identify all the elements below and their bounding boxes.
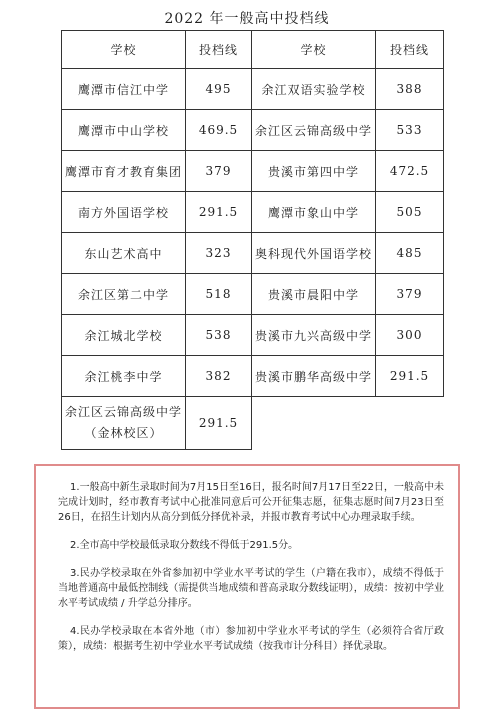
school-cell: 余江区云锦高级中学（金林校区） xyxy=(62,397,186,450)
score-cell: 469.5 xyxy=(186,110,252,151)
score-cell: 300 xyxy=(376,315,444,356)
table-row xyxy=(62,233,444,274)
score-cell: 388 xyxy=(376,69,444,110)
school-cell: 南方外国语学校 xyxy=(62,192,186,233)
score-cell: 323 xyxy=(186,233,252,274)
table-row xyxy=(62,397,444,450)
school-cell: 贵溪市第四中学 xyxy=(252,151,376,192)
score-cell: 291.5 xyxy=(186,192,252,233)
table-row xyxy=(62,192,444,233)
score-cell: 505 xyxy=(376,192,444,233)
score-cell: 379 xyxy=(376,274,444,315)
school-cell: 鹰潭市象山中学 xyxy=(252,192,376,233)
score-cell: 533 xyxy=(376,110,444,151)
score-cell xyxy=(376,397,444,450)
score-cell: 538 xyxy=(186,315,252,356)
table-row xyxy=(62,110,444,151)
school-cell: 鹰潭市信江中学 xyxy=(62,69,186,110)
school-cell: 余江桃李中学 xyxy=(62,356,186,397)
school-cell: 余江双语实验学校 xyxy=(252,69,376,110)
header-score-1: 投档线 xyxy=(186,31,252,69)
score-cell: 472.5 xyxy=(376,151,444,192)
table-row xyxy=(62,274,444,315)
school-cell: 余江区云锦高级中学 xyxy=(252,110,376,151)
note-3: 3.民办学校录取在外省参加初中学业水平考试的学生（户籍在我市），成绩不得低于当地普通高中最低控制线（需提供当地成绩和普高录取分数线证明），成绩：按初中学业水平考试成绩 / 升学总分排序。 xyxy=(58,568,444,609)
school-cell xyxy=(252,397,376,450)
school-cell: 余江区第二中学 xyxy=(62,274,186,315)
header-school-1: 学校 xyxy=(62,31,186,69)
page-title: 2022 年一般高中投档线 xyxy=(164,11,330,27)
header-score-2: 投档线 xyxy=(376,31,444,69)
score-cell: 485 xyxy=(376,233,444,274)
school-cell: 鹰潭市育才教育集团 xyxy=(62,151,186,192)
table-row xyxy=(62,356,444,397)
score-cell: 382 xyxy=(186,356,252,397)
school-cell: 贵溪市鹏华高级中学 xyxy=(252,356,376,397)
score-cell: 495 xyxy=(186,69,252,110)
school-cell: 鹰潭市中山学校 xyxy=(62,110,186,151)
score-cell: 518 xyxy=(186,274,252,315)
table-row xyxy=(62,69,444,110)
score-cell: 291.5 xyxy=(376,356,444,397)
note-2: 2.全市高中学校最低录取分数线不得低于291.5分。 xyxy=(70,540,299,551)
table-row xyxy=(62,151,444,192)
note-1: 1.一般高中新生录取时间为7月15日至16日，报名时间7月17日至22日，一般高中未完成计划时，经市教育考试中心批准同意后可公开征集志愿，征集志愿时间7月23日至26日，在招生计划内从高分到低分择优补录，并报市教育考试中心办理录取手续。 xyxy=(58,482,444,523)
school-cell: 东山艺术高中 xyxy=(62,233,186,274)
note-4: 4.民办学校录取在本省外地（市）参加初中学业水平考试的学生（必须符合省厅政策），成绩：根据考生初中学业水平考试成绩（按我市计分科目）择优录取。 xyxy=(58,626,444,652)
header-school-2: 学校 xyxy=(252,31,376,69)
table-row xyxy=(62,315,444,356)
school-cell: 奥科现代外国语学校 xyxy=(252,233,376,274)
school-cell: 贵溪市九兴高级中学 xyxy=(252,315,376,356)
score-cell: 379 xyxy=(186,151,252,192)
table-header-row xyxy=(62,31,444,69)
score-cell: 291.5 xyxy=(186,397,252,450)
school-cell: 贵溪市晨阳中学 xyxy=(252,274,376,315)
score-table xyxy=(61,30,444,450)
notes-box xyxy=(34,464,460,709)
school-cell: 余江城北学校 xyxy=(62,315,186,356)
